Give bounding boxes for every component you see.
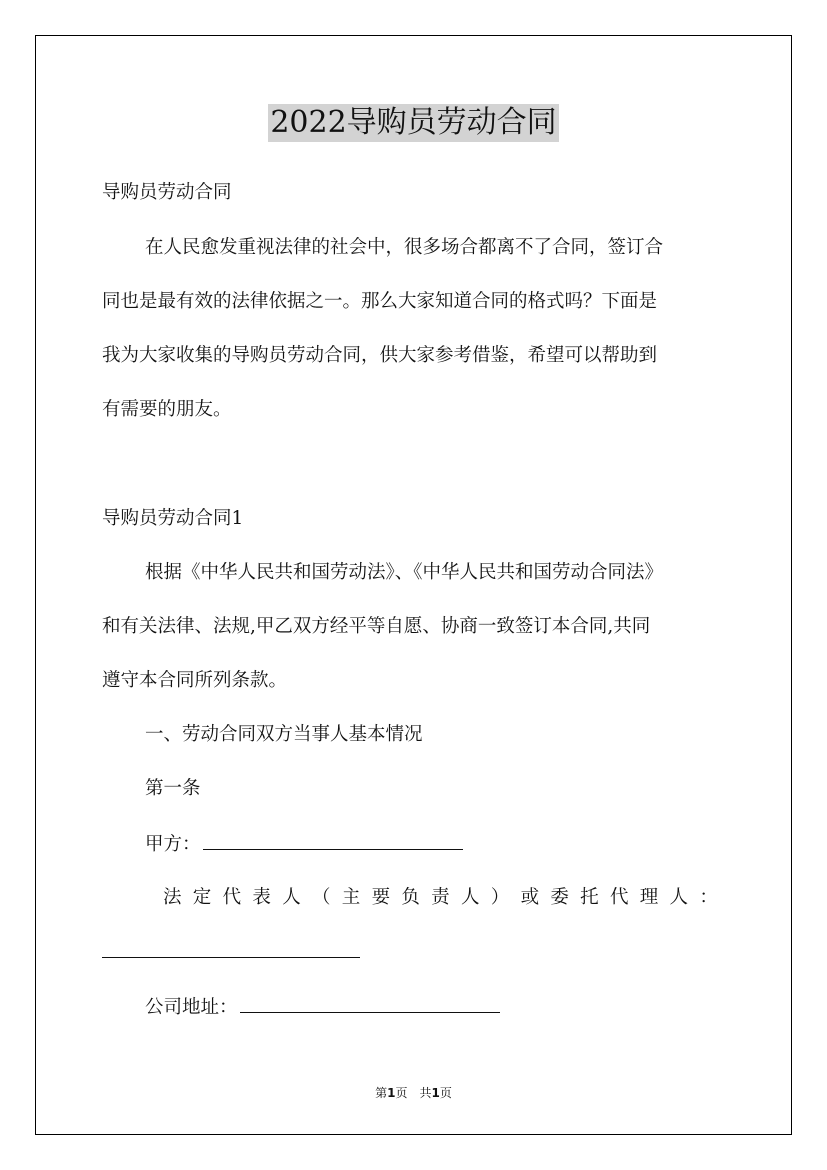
rep-char: ：	[699, 887, 718, 908]
representative-label	[163, 885, 718, 911]
title-container	[0, 104, 827, 142]
party-a-label: 甲方：	[145, 834, 201, 855]
rep-char: 代	[222, 887, 242, 908]
rep-char: ）	[490, 887, 510, 908]
rep-char: （	[311, 887, 331, 908]
section-heading-1: 一、劳动合同双方当事人基本情况	[145, 724, 423, 745]
rep-char: 责	[431, 887, 450, 908]
intro-line-2: 同也是最有效的法律依据之一。那么大家知道合同的格式吗？下面是	[102, 291, 658, 312]
rep-char: 主	[341, 887, 361, 908]
address-blank	[240, 994, 500, 1013]
rep-char: 定	[192, 887, 212, 908]
rep-char: 委	[550, 887, 569, 908]
rep-char: 托	[580, 887, 599, 908]
rep-char: 人	[460, 887, 480, 908]
basis-line-1: 根据《中华人民共和国劳动法》、《中华人民共和国劳动合同法》	[145, 562, 664, 583]
basis-line-3: 遵守本合同所列条款。	[102, 670, 288, 691]
party-a-blank	[203, 831, 463, 850]
party-a-row	[145, 831, 727, 858]
footer-page-number: 1	[387, 1086, 396, 1100]
document-title: 2022导购员劳动合同	[270, 105, 557, 140]
footer-prefix: 第	[375, 1086, 388, 1100]
footer-mid: 页 共	[395, 1086, 432, 1100]
rep-char: 理	[639, 887, 659, 908]
rep-char: 负	[401, 887, 420, 908]
rep-char: 人	[282, 887, 301, 908]
page-footer	[0, 1084, 827, 1101]
heading-contract-1: 导购员劳动合同1	[102, 508, 244, 529]
rep-char: 法	[163, 887, 182, 908]
address-row	[145, 994, 727, 1021]
heading-contract: 导购员劳动合同	[102, 182, 232, 203]
address-label: 公司地址：	[145, 997, 238, 1018]
basis-line-2: 和有关法律、法规,甲乙双方经平等自愿、协商一致签订本合同,共同	[102, 616, 651, 637]
representative-blank-row	[102, 939, 727, 966]
rep-char: 人	[669, 887, 689, 908]
intro-line-3: 我为大家收集的导购员劳动合同，供大家参考借鉴，希望可以帮助到	[102, 345, 658, 366]
article-1: 第一条	[145, 778, 201, 799]
intro-line-4: 有需要的朋友。	[102, 399, 232, 420]
intro-line-1: 在人民愈发重视法律的社会中，很多场合都离不了合同，签订合	[145, 237, 664, 258]
footer-suffix: 页	[439, 1086, 452, 1100]
rep-char: 代	[609, 887, 629, 908]
rep-char: 要	[371, 887, 391, 908]
representative-blank	[102, 939, 360, 958]
footer-page-total: 1	[431, 1086, 440, 1100]
rep-char: 或	[520, 887, 540, 908]
rep-char: 表	[252, 887, 271, 908]
